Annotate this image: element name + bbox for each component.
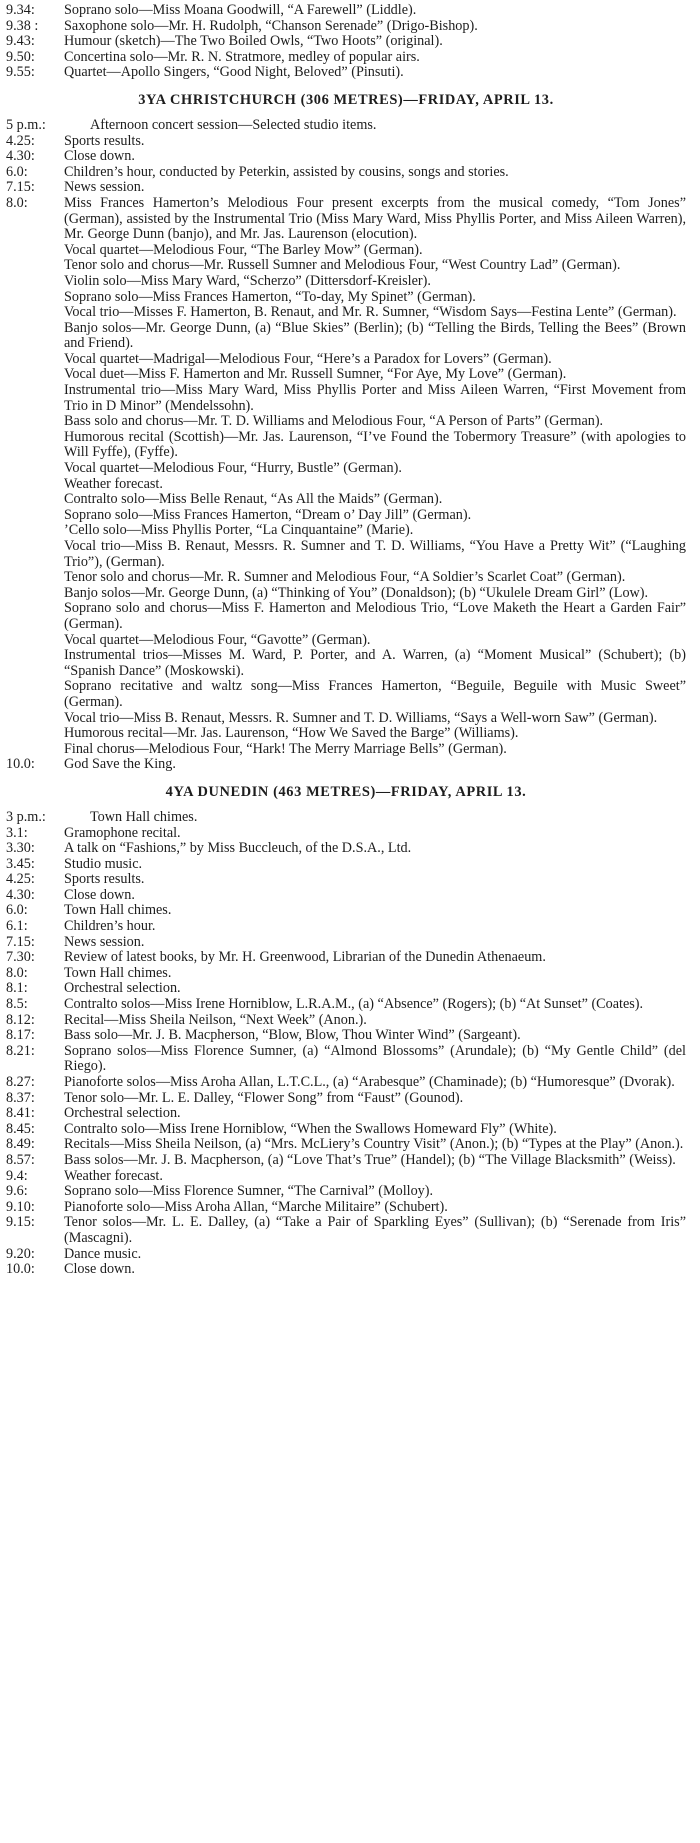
schedule-entry — [6, 1153, 686, 1169]
program-item: Vocal trio—Miss B. Renaut, Messrs. R. Sumner and T. D. Williams, “Says a Well-worn Saw” (German). — [64, 709, 658, 726]
entry-time: 9.38 : — [6, 17, 39, 34]
schedule-entry — [6, 997, 686, 1013]
entry-text: Quartet—Apollo Singers, “Good Night, Beloved” (Pinsuti). — [64, 64, 404, 81]
entry-time: 9.4: — [6, 1167, 28, 1184]
entry-time: 10.0: — [6, 756, 35, 773]
entry-text: Soprano solo—Miss Florence Sumner, “The Carnival” (Molloy). — [64, 1183, 434, 1200]
program-item: Vocal trio—Miss B. Renaut, Messrs. R. Sumner and T. D. Williams, “You Have a Pretty Wit” (“Laughing Trio”), (German). — [64, 538, 686, 570]
program-item: ’Cello solo—Miss Phyllis Porter, “La Cinquantaine” (Marie). — [64, 522, 414, 539]
schedule-entry — [6, 919, 686, 935]
entry-time: 3.30: — [6, 840, 35, 857]
entry-text: Close down. — [64, 148, 135, 165]
entry-text: A talk on “Fashions,” by Miss Buccleuch, of the D.S.A., Ltd. — [64, 840, 412, 857]
entry-time: 4.30: — [6, 148, 35, 165]
entry-text: Tenor solos—Mr. L. E. Dalley, (a) “Take a Pair of Sparkling Eyes” (Sullivan); (b) “Serenade from Iris” (Mascagni). — [64, 1214, 686, 1246]
program-item: Vocal quartet—Madrigal—Melodious Four, “Here’s a Paradox for Lovers” (German). — [64, 350, 552, 367]
entry-time: 3.1: — [6, 824, 28, 841]
entry-time: 9.34: — [6, 2, 35, 18]
schedule-entry — [6, 1262, 686, 1278]
entry-text: Town Hall chimes. — [90, 808, 198, 825]
entry-time: 8.5: — [6, 996, 28, 1013]
program-item: Humorous recital—Mr. Jas. Laurenson, “How We Saved the Barge” (Williams). — [64, 725, 519, 742]
entry-text: Close down. — [64, 886, 135, 903]
entry-text: Afternoon concert session—Selected studio items. — [90, 116, 377, 133]
program-item: Banjo solos—Mr. George Dunn, (a) “Thinking of You” (Donaldson); (b) “Ukulele Dream Girl” (Low). — [64, 584, 649, 601]
entry-time: 10.0: — [6, 1261, 35, 1278]
schedule-entry — [6, 903, 686, 919]
entry-text: Weather forecast. — [64, 1167, 163, 1184]
entry-time: 4.25: — [6, 132, 35, 149]
entry-time: 8.21: — [6, 1042, 35, 1059]
entry-time: 9.6: — [6, 1183, 28, 1200]
entry-text: Pianoforte solo—Miss Aroha Allan, “Marche Militaire” (Schubert). — [64, 1198, 448, 1215]
dunedin-heading: 4YA DUNEDIN (463 METRES)—FRIDAY, APRIL 13. — [165, 783, 527, 800]
schedule-entry — [6, 1044, 686, 1075]
entry-text: Concertina solo—Mr. R. N. Stratmore, medley of popular airs. — [64, 48, 420, 65]
entry-text: Soprano solos—Miss Florence Sumner, (a) “Almond Blossoms” (Arundale); (b) “My Gentle Child” (del Riego). — [64, 1042, 686, 1075]
entry-time: 9.20: — [6, 1245, 35, 1262]
entry-text: Soprano solo—Miss Moana Goodwill, “A Farewell” (Liddle). — [64, 2, 417, 18]
schedule-entry — [6, 50, 686, 66]
christchurch-item-list — [6, 118, 686, 243]
entry-time: 7.30: — [6, 949, 35, 966]
schedule-entry — [6, 1215, 686, 1246]
entry-time: 9.43: — [6, 33, 35, 50]
entry-time: 9.55: — [6, 64, 35, 81]
program-item: Instrumental trio—Miss Mary Ward, Miss Phyllis Porter and Miss Aileen Warren, “First Movement from Trio in D Minor” (Mendelssohn). — [64, 382, 686, 414]
entry-time: 9.15: — [6, 1214, 35, 1231]
entry-time: 9.50: — [6, 48, 35, 65]
schedule-entry — [6, 981, 686, 997]
entry-text: Recitals—Miss Sheila Neilson, (a) “Mrs. McLiery’s Country Visit” (Anon.); (b) “Types at the Play” (Anon.). — [64, 1136, 684, 1153]
entry-time: 6.0: — [6, 163, 28, 180]
program-item: Banjo solos—Mr. George Dunn, (a) “Blue Skies” (Berlin); (b) “Telling the Birds, Telling the Bees” (Brown and Friend). — [64, 319, 686, 352]
schedule-entry — [6, 34, 686, 50]
entry-text: Sports results. — [64, 132, 145, 149]
entry-time: 8.41: — [6, 1105, 35, 1122]
schedule-entry — [6, 857, 686, 873]
program-item: Tenor solo and chorus—Mr. Russell Sumner and Melodious Four, “West Country Lad” (German). — [64, 257, 621, 274]
entry-text: Sports results. — [64, 871, 145, 888]
christchurch-heading: 3YA CHRISTCHURCH (306 METRES)—FRIDAY, APRIL 13. — [138, 91, 554, 108]
program-item: Instrumental trios—Misses M. Ward, P. Porter, and A. Warren, (a) “Moment Musical” (Schubert); (b) “Spanish Dance” (Moskowski). — [64, 647, 686, 679]
entry-time: 3 p.m.: — [6, 808, 46, 825]
schedule-entry — [6, 180, 686, 196]
entry-text: Town Hall chimes. — [64, 902, 172, 919]
entry-text: Review of latest books, by Mr. H. Greenwood, Librarian of the Dunedin Athenaeum. — [64, 949, 546, 966]
schedule-entry — [6, 118, 686, 134]
entry-text: Orchestral selection. — [64, 1105, 181, 1122]
entry-time: 6.1: — [6, 918, 28, 935]
schedule-entry — [6, 841, 686, 857]
program-item: Soprano solo and chorus—Miss F. Hamerton and Melodious Trio, “Love Maketh the Heart a Garden Fair” (German). — [64, 600, 686, 632]
schedule-entry — [6, 950, 686, 966]
program-item: Vocal quartet—Melodious Four, “Hurry, Bustle” (German). — [64, 460, 402, 477]
entry-text: Tenor solo—Mr. L. E. Dalley, “Flower Song” from “Faust” (Gounod). — [64, 1089, 464, 1106]
top-item-list — [6, 3, 686, 81]
entry-time: 7.15: — [6, 933, 35, 950]
program-item: Vocal quartet—Melodious Four, “Gavotte” (German). — [64, 631, 371, 648]
closing-entry — [6, 757, 686, 773]
entry-time: 8.0: — [6, 964, 28, 981]
entry-text: Contralto solo—Miss Irene Horniblow, “When the Swallows Homeward Fly” (White). — [64, 1120, 557, 1137]
schedule-entry — [6, 149, 686, 165]
entry-text: Orchestral selection. — [64, 980, 181, 997]
program-item: Final chorus—Melodious Four, “Hark! The Merry Marriage Bells” (German). — [64, 740, 507, 757]
entry-time: 8.49: — [6, 1136, 35, 1153]
schedule-entry — [6, 165, 686, 181]
schedule-entry — [6, 19, 686, 35]
entry-text: News session. — [64, 933, 145, 950]
schedule-entry — [6, 1091, 686, 1107]
schedule-entry — [6, 65, 686, 81]
entry-time: 8.57: — [6, 1151, 35, 1168]
schedule-entry — [6, 966, 686, 982]
entry-time: 8.12: — [6, 1011, 35, 1028]
entry-text: Studio music. — [64, 855, 143, 872]
schedule-entry — [6, 888, 686, 904]
christchurch-program-list — [64, 243, 686, 758]
schedule-entry — [6, 196, 686, 243]
schedule-entry — [6, 935, 686, 951]
entry-text: Dance music. — [64, 1245, 142, 1262]
schedule-entry — [6, 1137, 686, 1153]
entry-text: Close down. — [64, 1261, 135, 1278]
entry-time: 8.1: — [6, 980, 28, 997]
dunedin-section — [6, 783, 686, 1278]
entry-time: 8.45: — [6, 1120, 35, 1137]
program-item: Soprano solo—Miss Frances Hamerton, “Dream o’ Day Jill” (German). — [64, 506, 472, 523]
schedule-entry — [6, 1122, 686, 1138]
previous-station-tail — [6, 3, 686, 81]
entry-time: 8.0: — [6, 194, 28, 211]
entry-time: 7.15: — [6, 179, 35, 196]
program-item: Violin solo—Miss Mary Ward, “Scherzo” (Dittersdorf-Kreisler). — [64, 272, 431, 289]
entry-time: 3.45: — [6, 855, 35, 872]
entry-text: God Save the King. — [64, 756, 176, 773]
entry-text: News session. — [64, 179, 145, 196]
entry-text: Recital—Miss Sheila Neilson, “Next Week” (Anon.). — [64, 1011, 367, 1028]
dunedin-item-list — [6, 810, 686, 1278]
program-item: Tenor solo and chorus—Mr. R. Sumner and Melodious Four, “A Soldier’s Scarlet Coat” (German). — [64, 569, 626, 586]
schedule-entry — [6, 872, 686, 888]
entry-time: 9.10: — [6, 1198, 35, 1215]
entry-time: 6.0: — [6, 902, 28, 919]
entry-text: Children’s hour. — [64, 918, 156, 935]
schedule-entry — [6, 826, 686, 842]
entry-time: 8.27: — [6, 1074, 35, 1090]
program-item: Contralto solo—Miss Belle Renaut, “As All the Maids” (German). — [64, 491, 443, 508]
schedule-entry — [6, 810, 686, 826]
christchurch-section — [6, 91, 686, 773]
program-item: Soprano recitative and waltz song—Miss Frances Hamerton, “Beguile, Beguile with Music Sweet” (German). — [64, 678, 686, 710]
schedule-entry — [6, 1075, 686, 1091]
entry-time: 4.30: — [6, 886, 35, 903]
christchurch-closing — [6, 757, 686, 773]
schedule-entry — [6, 1200, 686, 1216]
schedule-entry — [6, 3, 686, 19]
entry-text: Bass solos—Mr. J. B. Macpherson, (a) “Love That’s True” (Handel); (b) “The Village Blacksmith” (Weiss). — [64, 1151, 676, 1168]
program-item: Vocal trio—Misses F. Hamerton, B. Renaut, and Mr. R. Sumner, “Wisdom Says—Festina Lente” (German). — [64, 304, 677, 321]
schedule-entry — [6, 1013, 686, 1029]
entry-time: 8.37: — [6, 1089, 35, 1106]
program-item: Vocal duet—Miss F. Hamerton and Mr. Russell Sumner, “For Aye, My Love” (German). — [64, 366, 567, 383]
program-item: Soprano solo—Miss Frances Hamerton, “To-day, My Spinet” (German). — [64, 288, 476, 305]
schedule-entry — [6, 1106, 686, 1122]
entry-text: Contralto solos—Miss Irene Horniblow, L.R.A.M., (a) “Absence” (Rogers); (b) “At Sunset” (Coates). — [64, 996, 644, 1013]
schedule-entry — [6, 134, 686, 150]
entry-text: Saxophone solo—Mr. H. Rudolph, “Chanson Serenade” (Drigo-Bishop). — [64, 17, 478, 34]
entry-text: Bass solo—Mr. J. B. Macpherson, “Blow, Blow, Thou Winter Wind” (Sargeant). — [64, 1027, 521, 1044]
entry-time: 5 p.m.: — [6, 116, 46, 133]
schedule-entry — [6, 1184, 686, 1200]
program-item: Bass solo and chorus—Mr. T. D. Williams and Melodious Four, “A Person of Parts” (German). — [64, 413, 604, 430]
entry-text: Humour (sketch)—The Two Boiled Owls, “Two Hoots” (original). — [64, 33, 443, 50]
schedule-entry — [6, 1247, 686, 1263]
entry-text: Town Hall chimes. — [64, 964, 172, 981]
entry-text: Gramophone recital. — [64, 824, 181, 841]
entry-time: 8.17: — [6, 1027, 35, 1044]
entry-text: Children’s hour, conducted by Peterkin, assisted by cousins, songs and stories. — [64, 163, 509, 180]
entry-time: 4.25: — [6, 871, 35, 888]
program-item: Humorous recital (Scottish)—Mr. Jas. Laurenson, “I’ve Found the Tobermory Treasure” (with apologies to Will Fyffe), (Fyffe). — [64, 428, 686, 461]
entry-text: Miss Frances Hamerton’s Melodious Four present excerpts from the musical comedy, “Tom Jones” (German), assisted by the Instrumental Trio (Miss Mary Ward, Miss Phyllis Porter, and Miss Aileen Warren), Mr. George Dunn (banjo), and Mr. Jas. Laurenson (elocution). — [64, 194, 686, 243]
entry-text: Pianoforte solos—Miss Aroha Allan, L.T.C.L., (a) “Arabesque” (Chaminade); (b) “Humoresque” (Dvorak). — [64, 1074, 675, 1090]
schedule-entry — [6, 1028, 686, 1044]
program-item: Weather forecast. — [64, 475, 163, 492]
program-item: Vocal quartet—Melodious Four, “The Barley Mow” (German). — [64, 241, 423, 258]
schedule-entry — [6, 1169, 686, 1185]
